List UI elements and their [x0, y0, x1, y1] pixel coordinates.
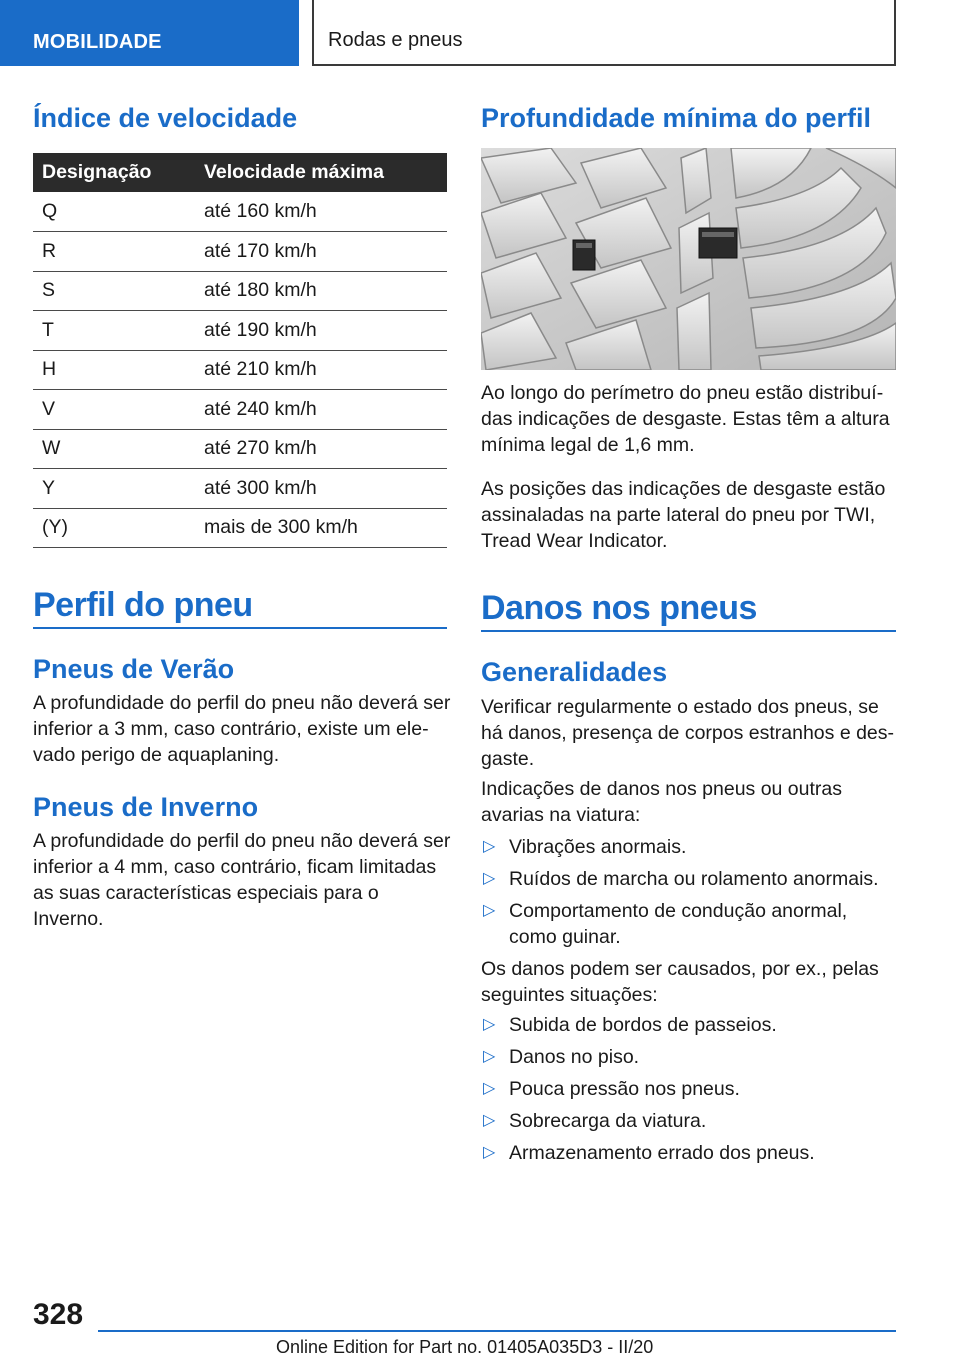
table-row	[33, 390, 447, 430]
tyre-damage-heading: Danos nos pneus	[481, 589, 757, 627]
damage-causes-text: Os danos podem ser causados, por ex., pelas seguintes situações:	[481, 958, 879, 1006]
table-row	[33, 429, 447, 469]
general-heading: Generalidades	[481, 657, 668, 687]
summer-tyres-heading: Pneus de Verão	[33, 654, 235, 684]
table-row	[33, 469, 447, 509]
section-tab: MOBILIDADE	[0, 0, 299, 66]
triangle-bullet-icon: ▷	[483, 1016, 496, 1033]
column-header-designation: Designação	[33, 153, 190, 192]
cell-speed: até 240 km/h	[190, 390, 447, 430]
cell-designation: S	[33, 271, 190, 311]
cell-speed: até 170 km/h	[190, 232, 447, 272]
cell-designation: Q	[33, 192, 190, 232]
table-header-row	[33, 153, 447, 192]
heading-rule	[33, 627, 447, 629]
list-item: ▷ Vibrações anormais.	[483, 836, 687, 858]
triangle-bullet-icon: ▷	[483, 1048, 496, 1065]
general-text-2: Indicações de danos nos pneus ou outras avarias na viatura:	[481, 778, 843, 826]
summer-tyres-text: A profundidade do perfil do pneu não deverá ser inferior a 3 mm, caso contrário, existe um elevado perigo de aquaplaning.	[33, 692, 451, 766]
column-header-max-speed: Velocidade máxima	[190, 153, 447, 192]
cell-designation: Y	[33, 469, 190, 509]
tread-heading: Perfil do pneu	[33, 586, 253, 624]
footer-rule	[98, 1330, 896, 1332]
table-row	[33, 508, 447, 548]
heading-rule	[481, 630, 896, 632]
min-tread-text-1: Ao longo do perímetro do pneu estão distribuídas indicações de desgaste. Estas têm a altura mínima legal de 1,6 mm.	[481, 382, 890, 456]
min-tread-text-2: As posições das indicações de desgaste estão assinaladas na parte lateral do pneu por TWI, Tread Wear Indicator.	[481, 478, 886, 552]
cell-speed: até 300 km/h	[190, 469, 447, 509]
winter-tyres-heading: Pneus de Inverno	[33, 792, 259, 822]
cell-speed: até 160 km/h	[190, 192, 447, 232]
list-item: ▷ Sobrecarga da viatura.	[483, 1110, 707, 1132]
min-tread-heading: Profundidade mínima do perfil	[481, 103, 872, 133]
table-row	[33, 271, 447, 311]
list-item: ▷ Ruídos de marcha ou rolamento anormais.	[483, 868, 879, 890]
triangle-bullet-icon: ▷	[483, 1080, 496, 1097]
triangle-bullet-icon: ▷	[483, 870, 496, 887]
chapter-title: Rodas e pneus	[312, 0, 896, 66]
list-item: ▷ Pouca pressão nos pneus.	[483, 1078, 740, 1100]
damage-causes-list	[481, 1012, 899, 1172]
cell-designation: R	[33, 232, 190, 272]
page-number: 328	[33, 1298, 84, 1331]
edition-text: Online Edition for Part no. 01405A035D3 - II/20	[276, 1337, 654, 1357]
tyre-tread-illustration	[481, 148, 896, 370]
list-item: ▷ Danos no piso.	[483, 1046, 640, 1068]
table-row	[33, 192, 447, 232]
speed-index-heading: Índice de velocidade	[33, 103, 298, 133]
list-item: ▷ Comportamento de condução anormal, como guinar.	[483, 900, 848, 948]
cell-speed: até 210 km/h	[190, 350, 447, 390]
list-item: ▷ Armazenamento errado dos pneus.	[483, 1142, 815, 1164]
general-text-1: Verificar regularmente o estado dos pneus, se há danos, presença de corpos estranhos e desgaste.	[481, 696, 895, 770]
cell-designation: W	[33, 429, 190, 469]
cell-designation: T	[33, 311, 190, 351]
cell-speed: até 270 km/h	[190, 429, 447, 469]
cell-designation: H	[33, 350, 190, 390]
table-row	[33, 311, 447, 351]
winter-tyres-text: A profundidade do perfil do pneu não deverá ser inferior a 4 mm, caso contrário, ficam limitadas as suas características especiais para o Inverno.	[33, 830, 451, 930]
triangle-bullet-icon: ▷	[483, 902, 496, 919]
triangle-bullet-icon: ▷	[483, 1144, 496, 1161]
cell-speed: até 180 km/h	[190, 271, 447, 311]
damage-signs-list	[481, 834, 899, 956]
triangle-bullet-icon: ▷	[483, 838, 496, 855]
cell-designation: V	[33, 390, 190, 430]
cell-speed: até 190 km/h	[190, 311, 447, 351]
speed-index-table	[33, 153, 447, 548]
cell-designation: (Y)	[33, 508, 190, 548]
table-row	[33, 350, 447, 390]
table-row	[33, 232, 447, 272]
cell-speed: mais de 300 km/h	[190, 508, 447, 548]
list-item: ▷ Subida de bordos de passeios.	[483, 1014, 777, 1036]
triangle-bullet-icon: ▷	[483, 1112, 496, 1129]
